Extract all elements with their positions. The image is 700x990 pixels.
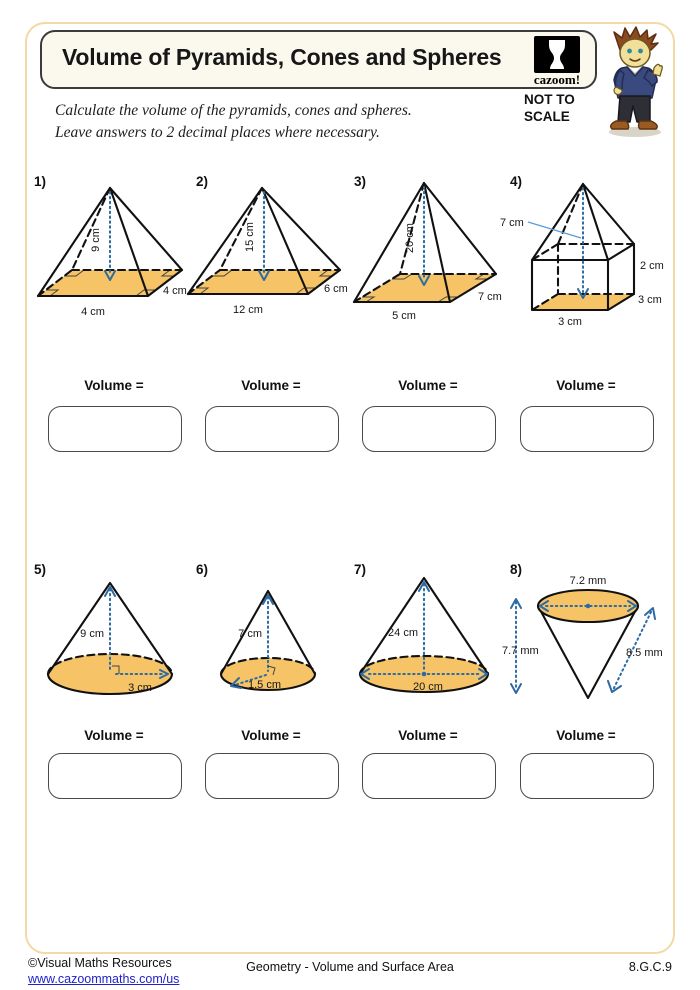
dim-height-2: 15 cm [244, 222, 256, 252]
volume-label-5: Volume = [84, 728, 144, 743]
dim-base-side-1: 4 cm [163, 285, 187, 297]
figure-pyramid-3 [342, 178, 512, 328]
figure-inverted-cone-8 [500, 572, 672, 712]
dim-base-front-2: 12 cm [233, 304, 263, 316]
problem-number-7: 7) [354, 562, 367, 577]
dim-height-1: 9 cm [90, 228, 102, 252]
figure-pyramid-2 [186, 182, 356, 324]
problem-number-2: 2) [196, 174, 209, 189]
answer-box-2[interactable] [205, 406, 339, 452]
dim-diameter-8: 7.2 mm [569, 575, 607, 587]
answer-box-3[interactable] [362, 406, 496, 452]
cazoom-logo-word: cazoom! [533, 72, 581, 87]
answer-box-4[interactable] [520, 406, 654, 452]
footer-link[interactable]: www.cazoommaths.com/us [28, 972, 180, 987]
volume-label-3: Volume = [398, 378, 458, 393]
dim-base-front-4: 3 cm [558, 316, 582, 328]
dim-base-side-3: 7 cm [478, 291, 502, 303]
dim-base-side-2: 6 cm [324, 283, 348, 295]
problem-number-6: 6) [196, 562, 209, 577]
answer-box-7[interactable] [362, 753, 496, 799]
dim-height-3: 20 cm [404, 223, 416, 253]
dim-height-8: 7.7 mm [502, 645, 539, 657]
dim-radius-5: 3 cm [128, 682, 152, 694]
instructions [55, 100, 495, 144]
volume-label-8: Volume = [556, 728, 616, 743]
dim-height-7: 24 cm [388, 627, 418, 639]
dim-diameter-7: 20 cm [413, 681, 443, 693]
page-title: Volume of Pyramids, Cones and Spheres [62, 44, 502, 70]
page-border [25, 22, 675, 954]
problem-number-1: 1) [34, 174, 47, 189]
problem-number-4: 4) [510, 174, 523, 189]
figure-cone-7 [344, 572, 509, 712]
footer-topic: Geometry - Volume and Surface Area [246, 960, 454, 974]
dim-slant-8: 8.5 mm [626, 647, 663, 659]
footer-copyright: ©Visual Maths Resources [28, 956, 172, 970]
problem-number-3: 3) [354, 174, 367, 189]
footer-standard-code: 8.G.C.9 [628, 960, 672, 974]
dim-base-front-1: 4 cm [81, 306, 105, 318]
answer-box-8[interactable] [520, 753, 654, 799]
dim-height-6: 7 cm [238, 628, 262, 640]
cazoom-glass-icon [534, 36, 580, 73]
figure-cone-6 [188, 575, 353, 710]
instructions-line1: Calculate the volume of the pyramids, cones and spheres. [55, 102, 412, 119]
dim-base-side-4: 3 cm [638, 294, 662, 306]
dim-base-front-3: 5 cm [392, 310, 416, 322]
answer-box-6[interactable] [205, 753, 339, 799]
cazoom-mascot-boy [596, 26, 674, 138]
not-to-scale-note: NOT TO SCALE [524, 92, 575, 124]
volume-label-6: Volume = [241, 728, 301, 743]
volume-label-2: Volume = [241, 378, 301, 393]
volume-label-4: Volume = [556, 378, 616, 393]
dim-prism-height-4: 2 cm [640, 260, 664, 272]
volume-label-7: Volume = [398, 728, 458, 743]
instructions-line2: Leave answers to 2 decimal places where necessary. [55, 124, 380, 141]
figure-pyramid-on-prism-4 [498, 176, 670, 330]
dim-radius-6: 1.5 cm [248, 679, 282, 691]
problem-number-5: 5) [34, 562, 47, 577]
cazoom-logo [526, 36, 588, 88]
dim-height-5: 9 cm [80, 628, 104, 640]
volume-label-1: Volume = [84, 378, 144, 393]
figure-cone-5 [32, 575, 197, 710]
answer-box-1[interactable] [48, 406, 182, 452]
figure-pyramid-1 [30, 182, 200, 324]
problem-number-8: 8) [510, 562, 523, 577]
title-box [40, 30, 597, 89]
dim-height-4: 7 cm [500, 217, 524, 229]
answer-box-5[interactable] [48, 753, 182, 799]
